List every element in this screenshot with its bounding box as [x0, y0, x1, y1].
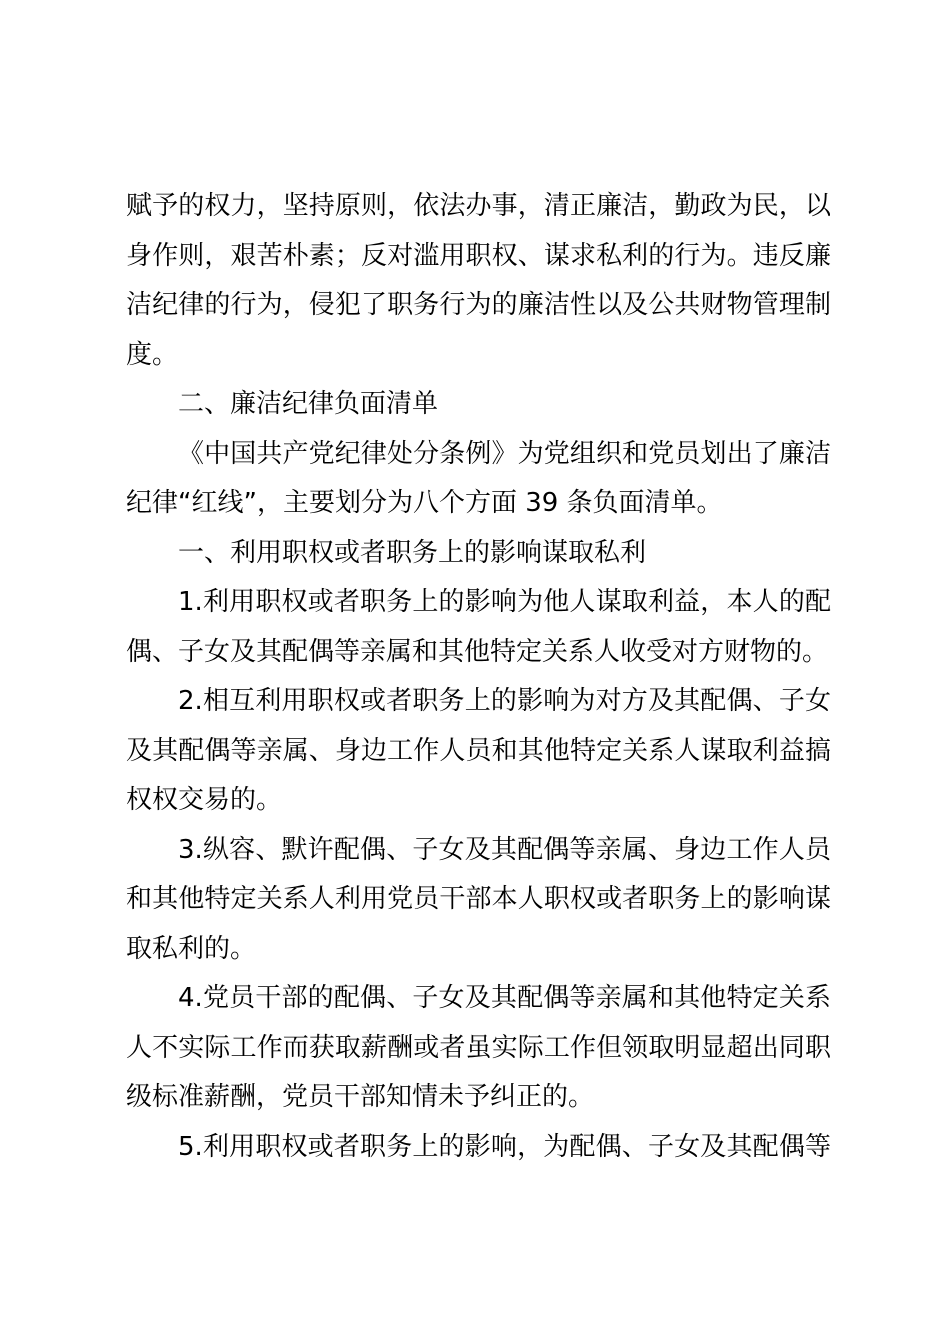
- text-line: 及其配偶等亲属、身边工作人员和其他特定关系人谋取利益搞: [126, 735, 831, 766]
- list-item-3: [126, 826, 831, 975]
- list-item-2: [126, 677, 831, 826]
- text-line: 赋予的权力，坚持原则，依法办事，清正廉洁，勤政为民，以: [126, 191, 831, 221]
- text-line: 取私利的。: [126, 933, 257, 964]
- subsection-heading: [126, 529, 831, 579]
- text-line: 人不实际工作而获取薪酬或者虽实际工作但领取明显超出同职: [126, 1032, 831, 1063]
- text-line: 身作则，艰苦朴素；反对滥用职权、谋求私利的行为。违反廉: [126, 240, 831, 271]
- document-body: [126, 182, 831, 1172]
- heading-text: 一、利用职权或者职务上的影响谋取私利: [178, 537, 647, 568]
- heading-text: 二、廉洁纪律负面清单: [178, 389, 439, 419]
- text-line: 5.利用职权或者职务上的影响，为配偶、子女及其配偶等: [178, 1131, 831, 1162]
- list-item-4: [126, 974, 831, 1123]
- text-line: 度。: [126, 339, 179, 370]
- text-line: 权权交易的。: [126, 785, 283, 815]
- list-item-1: [126, 578, 831, 677]
- text-line: 偶、子女及其配偶等亲属和其他特定关系人收受对方财物的。: [126, 636, 829, 667]
- paragraph-continuation: [126, 182, 831, 380]
- text-line: 4.党员干部的配偶、子女及其配偶等亲属和其他特定关系: [178, 983, 831, 1013]
- section-heading: [126, 380, 831, 430]
- text-line: 1.利用职权或者职务上的影响为他人谋取利益，本人的配: [178, 587, 831, 617]
- paragraph-intro: [126, 430, 831, 529]
- text-line: 洁纪律的行为，侵犯了职务行为的廉洁性以及公共财物管理制: [126, 290, 831, 320]
- text-line: 《中国共产党纪律处分条例》为党组织和党员划出了廉洁: [178, 438, 831, 469]
- text-line: 3.纵容、默许配偶、子女及其配偶等亲属、身边工作人员: [178, 834, 831, 865]
- list-item-5: [126, 1123, 831, 1173]
- text-line: 纪律“红线”，主要划分为八个方面 39 条负面清单。: [126, 488, 723, 518]
- text-line: 2.相互利用职权或者职务上的影响为对方及其配偶、子女: [178, 686, 831, 716]
- text-line: 级标准薪酬，党员干部知情未予纠正的。: [126, 1082, 595, 1112]
- text-line: 和其他特定关系人利用党员干部本人职权或者职务上的影响谋: [126, 884, 831, 914]
